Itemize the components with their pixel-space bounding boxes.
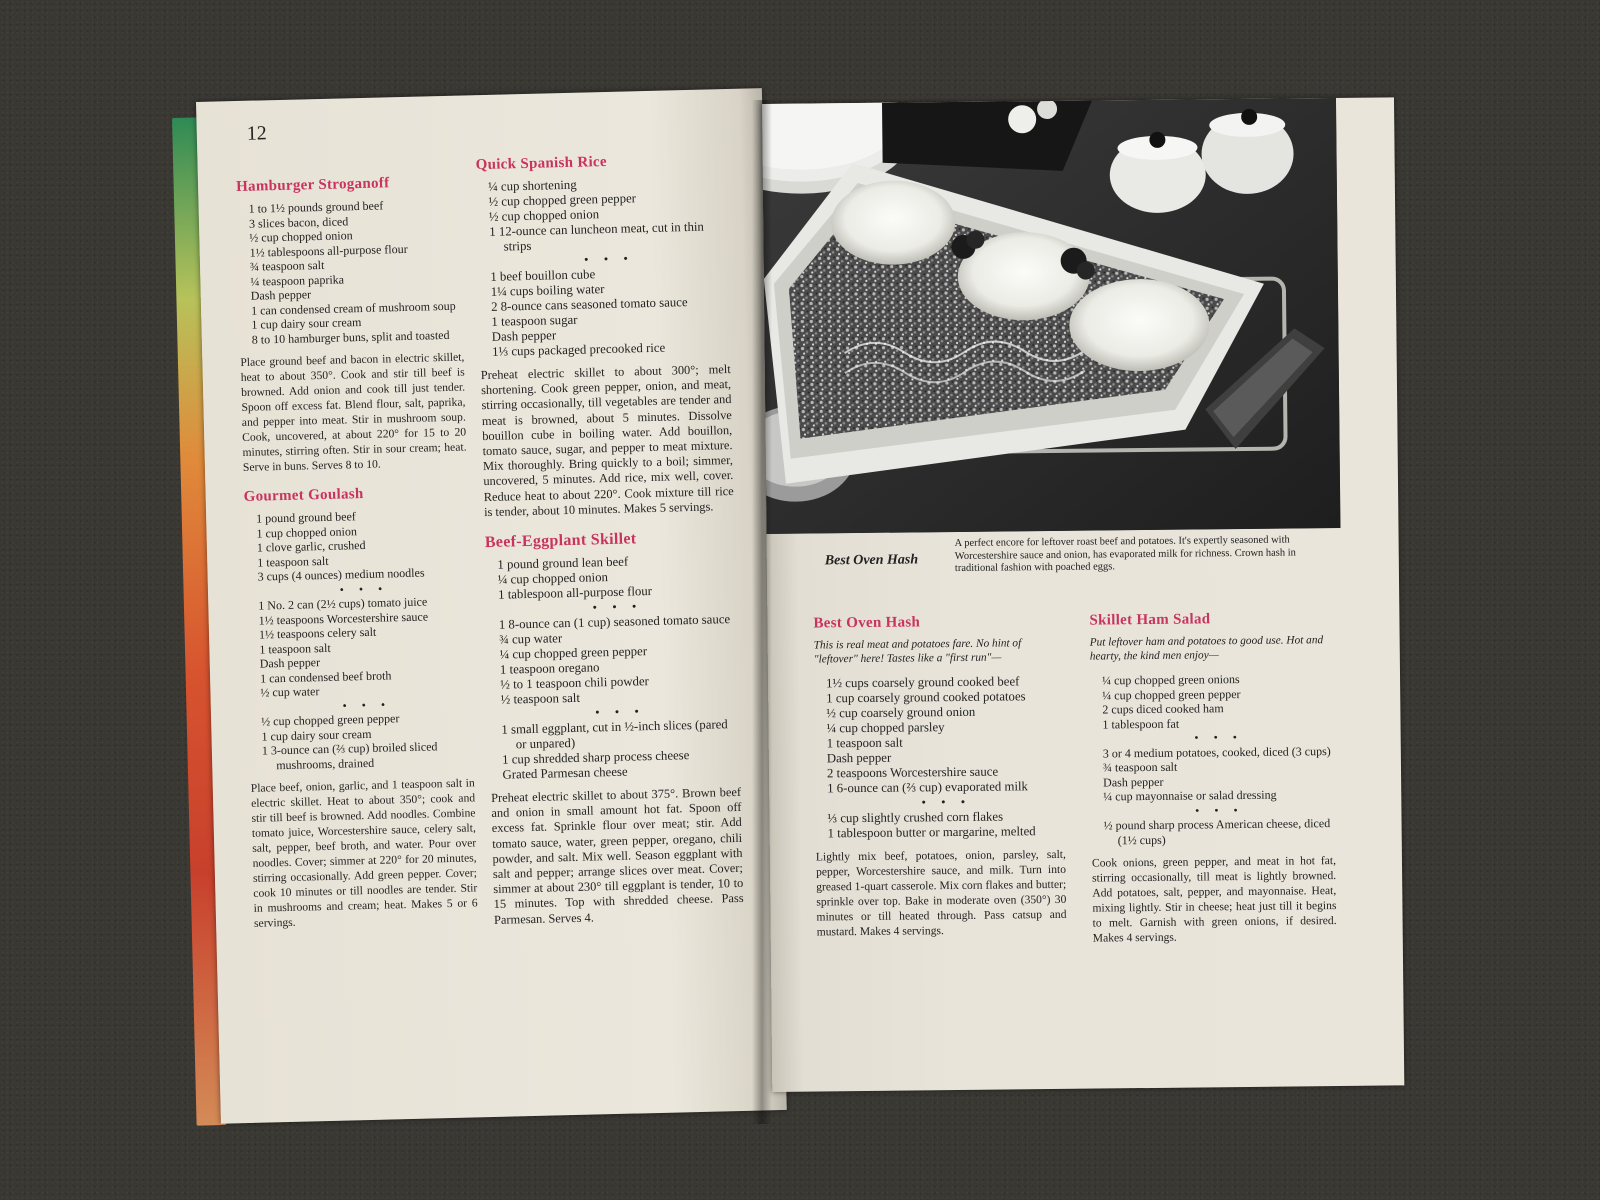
ingredient: 1 teaspoon salt [257, 553, 329, 570]
ingredient: 1 can condensed beef broth [259, 667, 392, 686]
page-number: 12 [246, 122, 268, 145]
recipe-method: Place ground beef and bacon in electric skillet, heat to about 350°. Cook and stir till beef is browned. Add onion and cook till just tender. Spoon off excess fat. Blend flour, salt, paprika, and pepper into meat. Stir in mushroom soup. Cook, uncovered, at about 220° for 15 to 20 minutes, stirring often. Stir in sour cream; heat. Serve in buns. Serves 8 to 10. [240, 350, 467, 474]
ingredient: Dash pepper [1103, 774, 1164, 789]
ingredient: Grated Parmesan cheese [502, 764, 628, 782]
ingredient: 1 small eggplant, cut in ½-inch slices (pared or unpared) [501, 717, 728, 752]
photo-caption [824, 534, 1335, 575]
ingredient: ¼ cup chopped parsley [826, 720, 945, 736]
ingredient: 1 clove garlic, crushed [256, 537, 366, 555]
ingredient: 1 teaspoon salt [826, 735, 903, 751]
ingredient: 1 teaspoon sugar [491, 312, 578, 329]
ingredient: ¼ cup chopped green pepper [1102, 686, 1241, 702]
ingredient: ¼ teaspoon paprika [250, 271, 345, 289]
separator-dots: • • • [342, 696, 392, 713]
ingredient: ½ cup chopped onion [488, 207, 600, 224]
separator-dots: • • • [594, 704, 646, 720]
recipe-method: Place beef, onion, garlic, and 1 teaspoon salt in electric skillet. Heat to about 350°; cook and stir till beef is browned. Add noodles. Combine tomato juice, Worcestershire sauce, celery salt, salt, pepper, beef broth, and water. Pour over noodles. Cover; simmer at 220° for 20 minutes, stirring occasionally. Add green pepper. Cover; cook 10 minutes or till noodles are tender. Stir in mushrooms and cream; heat. Makes 5 or 6 servings. [250, 776, 478, 930]
recipe-hamburger-stroganoff [236, 174, 467, 475]
ingredient-list [814, 674, 1066, 842]
ingredient: 1 cup dairy sour cream [261, 726, 372, 744]
recipe-method: Lightly mix beef, potatoes, onion, parsley, salt, pepper, Worcestershire sauce, and milk. Turn into greased 1-quart casserole. Mix corn flakes and butter; sprinkle over top. Bake in moderate oven (350°) 30 minutes or till heated through. Pass catsup and mustard. Makes 4 servings. [815, 847, 1067, 939]
ingredient: 1½ teaspoons celery salt [258, 624, 377, 642]
right-column-1 [813, 613, 1067, 954]
ingredient: 1 3-ounce can (⅔ cup) broiled sliced mushrooms, drained [261, 739, 438, 772]
caption-text: A perfect encore for leftover roast beef and potatoes. It's expertly seasoned with Worcestershire sauce and onion, has evaporated milk for richness. Crown hash in traditional fashion with poached eggs. [954, 534, 1296, 575]
recipe-method: Preheat electric skillet to about 375°. Brown beef and onion in small amount hot fat. Spoon off excess fat. Sprinkle flour over meat; stir. Add tomato sauce, water, green pepper, oregano, chili powder, and salt. Mix well. Season eggplant with salt and pepper; arrange slices over meat. Cover; simmer at about 230° till eggplant is tender, 10 to 15 minutes. Top with shredded cheese. Pass Parmesan. Serves 4. [490, 784, 744, 927]
ingredient: 1 8-ounce can (1 cup) seasoned tomato sauce [498, 612, 731, 632]
ingredient: 1⅓ cups packaged precooked rice [492, 340, 666, 359]
ingredient: 1 to 1½ pounds ground beef [248, 198, 384, 216]
ingredient: ⅓ cup slightly crushed corn flakes [827, 809, 1004, 826]
separator-dots: • • • [583, 251, 635, 267]
separator-dots: • • • [1194, 729, 1244, 745]
ingredient: ¼ cup shortening [487, 177, 577, 194]
ingredient: 1 can condensed cream of mushroom soup [250, 298, 456, 318]
recipe-title: Best Oven Hash [813, 614, 921, 632]
ingredient: ¾ teaspoon salt [1102, 759, 1178, 775]
ingredient: Dash pepper [259, 655, 321, 671]
ingredient: 1½ teaspoons Worcestershire sauce [258, 608, 429, 628]
ingredient-list [485, 552, 740, 783]
ingredient: 1 cup coarsely ground cooked potatoes [826, 689, 1026, 706]
separator-dots: • • • [921, 794, 972, 810]
ingredient: 2 8-ounce cans seasoned tomato sauce [490, 295, 688, 314]
ingredient: ¼ cup chopped onion [497, 570, 609, 587]
ingredient-list [1090, 671, 1336, 848]
ingredient: 2 cups diced cooked ham [1102, 701, 1224, 717]
ingredient: 1 teaspoon oregano [499, 660, 600, 677]
ingredient: 1 12-ounce can luncheon meat, cut in thin strips [489, 219, 705, 254]
ingredient: 3 slices bacon, diced [248, 213, 349, 231]
separator-dots: • • • [339, 580, 389, 597]
ingredient: ½ cup chopped green pepper [488, 191, 637, 209]
ingredient: ¼ cup chopped green pepper [499, 644, 648, 662]
ingredient: ½ teaspoon salt [500, 690, 581, 707]
right-page [762, 97, 1404, 1092]
recipe-intro: Put leftover ham and potatoes to good use. Hot and hearty, the kind men enjoy— [1089, 634, 1324, 663]
ingredient: 1 pound ground lean beef [497, 554, 629, 572]
ingredient: ½ cup chopped onion [249, 228, 353, 245]
hash-casserole-photo [762, 98, 1340, 534]
ingredient: 1½ tablespoons all-purpose flour [249, 241, 408, 260]
ingredient: 1 pound ground beef [256, 509, 356, 526]
recipe-title: Quick Spanish Rice [475, 153, 608, 174]
recipe-title: Beef-Eggplant Skillet [484, 530, 637, 552]
recipe-quick-spanish-rice [475, 151, 734, 520]
ingredient: ¼ cup mayonnaise or salad dressing [1103, 787, 1277, 804]
ingredient: ½ cup chopped green pepper [260, 711, 400, 729]
ingredient: 3 or 4 medium potatoes, cooked, diced (3 cups) [1102, 743, 1331, 760]
caption-title: Best Oven Hash [824, 552, 919, 569]
recipe-gourmet-goulash [243, 483, 478, 930]
ingredient: 1 cup dairy sour cream [251, 315, 362, 332]
ingredient: ¼ cup chopped green onions [1101, 672, 1240, 688]
right-column-2 [1089, 610, 1337, 960]
ingredient: 1 beef bouillon cube [490, 267, 596, 284]
ingredient-list [236, 197, 463, 347]
ingredient: 1 cup shredded sharp process cheese [501, 748, 690, 767]
separator-dots: • • • [1195, 802, 1244, 818]
ingredient: 1½ cups coarsely ground cooked beef [825, 674, 1020, 691]
left-column-2 [475, 151, 744, 942]
ingredient: ¾ cup water [499, 631, 563, 647]
ingredient: 1 teaspoon salt [259, 640, 331, 657]
ingredient-list [244, 506, 474, 772]
recipe-method: Preheat electric skillet to about 300°; melt shortening. Cook green pepper, onion, and meat, stirring occasionally, till vegetables are tender and meat is browned, about 5 minutes. Dissolve bouillon cube in boiling water. Add bouillon, tomato sauce, sugar, and pepper to meat mixture. Mix thoroughly. Bring quickly to a boil; simmer, uncovered, 5 minutes. Add rice, mix well, cover. Reduce heat to about 220°. Cook mixture till rice is tender, about 10 minutes. Makes 5 servings. [480, 362, 734, 519]
ingredient: ½ cup coarsely ground onion [826, 704, 976, 721]
separator-dots: • • • [592, 599, 643, 615]
ingredient: 2 teaspoons Worcestershire sauce [826, 764, 999, 781]
ingredient: 3 cups (4 ounces) medium noodles [257, 565, 425, 584]
recipe-intro: This is real meat and potatoes fare. No hint of "leftover" here! Tastes like a "first run"— [813, 637, 1022, 666]
ingredient: 1 cup chopped onion [256, 523, 358, 541]
ingredient: 1¼ cups boiling water [490, 282, 605, 299]
recipe-title: Gourmet Goulash [243, 486, 364, 505]
casserole-illustration [762, 98, 1340, 534]
ingredient: Dash pepper [826, 750, 892, 766]
ingredient: Dash pepper [250, 287, 312, 303]
book-gutter [752, 100, 772, 1124]
recipe-title: Hamburger Stroganoff [235, 175, 390, 196]
ingredient: 8 to 10 hamburger buns, split and toasted [251, 327, 450, 347]
recipe-method: Cook onions, green pepper, and meat in hot fat, stirring occasionally, till meat is lightly browned. Add potatoes, salt, pepper, and mayonnaise. Heat, mixing lightly. Stir in cheese; heat just till it begins to melt. Garnish with green onions, if desired. Makes 4 servings. [1091, 854, 1337, 945]
recipe-beef-eggplant-skillet [485, 528, 745, 928]
ingredient-list [476, 174, 730, 360]
left-column-1 [236, 174, 479, 945]
recipe-title: Skillet Ham Salad [1089, 611, 1211, 629]
ingredient: 1 tablespoon butter or margarine, melted [827, 824, 1036, 841]
ingredient: 1 tablespoon all-purpose flour [497, 584, 653, 602]
left-page [196, 88, 787, 1124]
ingredient: ½ pound sharp process American cheese, diced (1½ cups) [1103, 816, 1331, 847]
ingredient: 1 tablespoon fat [1102, 716, 1180, 731]
ingredient: ½ to 1 teaspoon chili powder [500, 674, 650, 692]
ingredient: ¾ teaspoon salt [249, 257, 325, 274]
ingredient: ½ cup water [260, 684, 320, 700]
ingredient: 1 No. 2 can (2½ cups) tomato juice [258, 594, 428, 613]
ingredient: 1 6-ounce can (⅔ cup) evaporated milk [827, 779, 1028, 796]
ingredient: Dash pepper [491, 328, 557, 344]
